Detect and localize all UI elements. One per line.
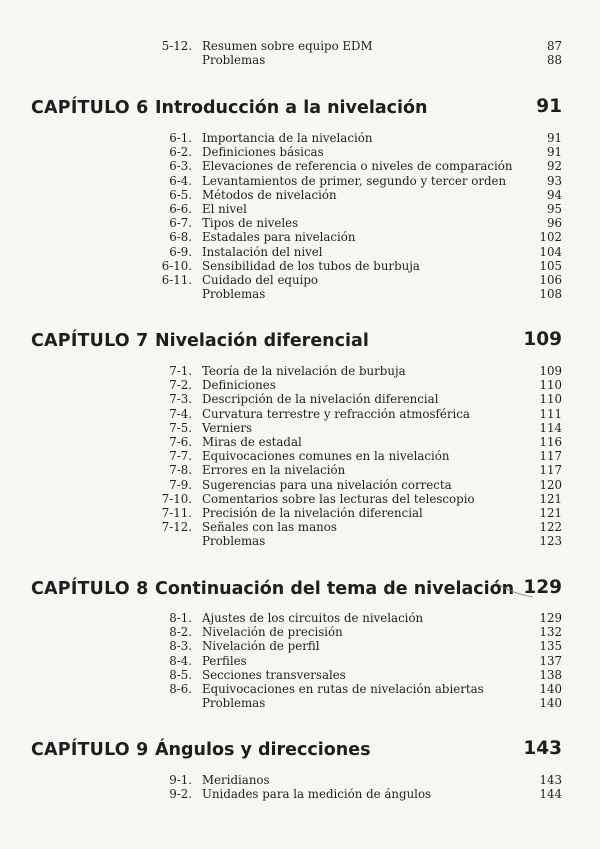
entry-page: 120 — [539, 477, 562, 492]
toc-entry[interactable] — [0, 654, 600, 668]
entry-page: 95 — [546, 201, 562, 216]
pencil-mark-icon — [495, 580, 535, 600]
entry-number: 7-1. — [169, 364, 192, 378]
toc-entry[interactable] — [0, 506, 600, 520]
entry-title: Elevaciones de referencia o niveles de comparación — [202, 159, 513, 174]
entry-page: 110 — [539, 378, 562, 393]
entry-page: 140 — [539, 696, 562, 711]
chapter-entry-list — [0, 773, 600, 801]
chapter-page: 91 — [536, 96, 562, 117]
toc-entry[interactable] — [0, 625, 600, 639]
entry-page: 132 — [539, 625, 562, 640]
toc-entry[interactable] — [0, 407, 600, 421]
entry-number: 6-6. — [169, 201, 192, 216]
toc-entry[interactable] — [0, 202, 600, 216]
entry-page: 117 — [539, 449, 562, 464]
chapter-heading[interactable] — [0, 738, 600, 766]
toc-entry[interactable] — [0, 421, 600, 435]
entry-title: Importancia de la nivelación — [202, 131, 373, 145]
entry-title: Nivelación de perfil — [202, 639, 320, 654]
entry-number: 7-11. — [161, 505, 192, 520]
entry-title: Verniers — [202, 420, 253, 435]
entry-number: 7-9. — [169, 477, 192, 492]
entry-page: 104 — [539, 244, 562, 259]
entry-title: Instalación del nivel — [202, 244, 323, 259]
entry-number: 6-3. — [169, 159, 192, 174]
toc-entry[interactable] — [0, 787, 600, 801]
toc-entry[interactable] — [0, 174, 600, 188]
entry-number: 7-5. — [169, 420, 192, 435]
entry-title: Levantamientos de primer, segundo y tercer orden — [202, 173, 507, 188]
chapter-page: 143 — [523, 738, 562, 759]
entry-title: Errores en la nivelación — [202, 463, 346, 478]
entry-title: Equivocaciones en rutas de nivelación abiertas — [202, 681, 484, 696]
toc-entry[interactable] — [0, 639, 600, 653]
chapter-label: CAPÍTULO 7 — [31, 331, 149, 351]
entry-title: Ajustes de los circuitos de nivelación — [202, 611, 424, 625]
entry-number: 7-8. — [169, 463, 192, 478]
entry-title: Secciones transversales — [202, 667, 346, 682]
entry-page: 137 — [539, 653, 562, 668]
toc-entry[interactable] — [0, 534, 600, 548]
entry-page: 92 — [546, 159, 562, 174]
entry-page: 121 — [539, 505, 562, 520]
entry-number: 5-12. — [161, 39, 192, 53]
entry-title: Unidades para la medición de ángulos — [202, 787, 432, 802]
entry-number: 7-7. — [169, 449, 192, 464]
entry-page: 91 — [546, 131, 562, 145]
entry-page: 144 — [539, 787, 562, 802]
entry-page: 94 — [546, 187, 562, 202]
entry-number: 6-4. — [169, 173, 192, 188]
toc-entry[interactable] — [0, 364, 600, 378]
chapter-page: 109 — [523, 329, 562, 350]
toc-entry[interactable] — [0, 159, 600, 173]
entry-title: Problemas — [202, 534, 266, 549]
entry-number: 6-11. — [161, 272, 192, 287]
entry-page: 140 — [539, 681, 562, 696]
entry-page: 111 — [539, 406, 562, 421]
toc-entry[interactable] — [0, 478, 600, 492]
chapter-title: Nivelación diferencial — [155, 331, 369, 351]
entry-title: Nivelación de precisión — [202, 625, 343, 640]
entry-number: 6-9. — [169, 244, 192, 259]
entry-title: El nivel — [202, 201, 247, 216]
toc-entry[interactable] — [0, 131, 600, 145]
entry-page: 138 — [539, 667, 562, 682]
entry-page: 117 — [539, 463, 562, 478]
entry-title: Problemas — [202, 696, 266, 711]
toc-entry[interactable] — [0, 611, 600, 625]
entry-number: 8-1. — [169, 611, 192, 625]
chapter-heading[interactable] — [0, 96, 600, 124]
entry-title: Definiciones básicas — [202, 145, 324, 160]
chapter-entry-list — [0, 611, 600, 710]
toc-entry[interactable] — [0, 53, 600, 67]
entry-number: 6-1. — [169, 131, 192, 145]
entry-page: 105 — [539, 258, 562, 273]
entry-title: Señales con las manos — [202, 520, 337, 535]
entry-title: Tipos de niveles — [202, 216, 299, 231]
entry-title: Problemas — [202, 287, 266, 302]
toc-entry[interactable] — [0, 216, 600, 230]
toc-entry[interactable] — [0, 39, 600, 53]
chapter-title: Introducción a la nivelación — [155, 98, 428, 118]
chapter-page: 129 — [523, 577, 562, 598]
toc-entry[interactable] — [0, 230, 600, 244]
toc-entry[interactable] — [0, 392, 600, 406]
chapter-heading[interactable] — [0, 329, 600, 357]
intro-entry-list — [0, 39, 600, 67]
entry-page: 129 — [539, 611, 562, 625]
entry-page: 88 — [546, 53, 562, 68]
entry-number: 6-7. — [169, 216, 192, 231]
entry-number: 9-2. — [169, 787, 192, 802]
entry-title: Sensibilidad de los tubos de burbuja — [202, 258, 420, 273]
entry-number: 6-2. — [169, 145, 192, 160]
entry-title: Cuidado del equipo — [202, 272, 318, 287]
entry-page: 121 — [539, 491, 562, 506]
entry-title: Sugerencias para una nivelación correcta — [202, 477, 452, 492]
entry-number: 8-2. — [169, 625, 192, 640]
entry-number: 7-12. — [161, 520, 192, 535]
toc-entry[interactable] — [0, 145, 600, 159]
entry-title: Definiciones — [202, 378, 276, 393]
chapter-label: CAPÍTULO 9 — [31, 740, 149, 760]
entry-title: Precisión de la nivelación diferencial — [202, 505, 423, 520]
chapter-label: CAPÍTULO 8 — [31, 579, 149, 599]
entry-title: Problemas — [202, 53, 266, 68]
toc-entry[interactable] — [0, 287, 600, 301]
entry-title: Teoría de la nivelación de burbuja — [202, 364, 406, 378]
entry-page: 122 — [539, 520, 562, 535]
entry-number: 8-3. — [169, 639, 192, 654]
entry-page: 114 — [539, 420, 562, 435]
entry-page: 109 — [539, 364, 562, 378]
entry-number: 7-3. — [169, 392, 192, 407]
entry-title: Curvatura terrestre y refracción atmosférica — [202, 406, 470, 421]
toc-entry[interactable] — [0, 682, 600, 696]
entry-page: 91 — [546, 145, 562, 160]
entry-page: 106 — [539, 272, 562, 287]
toc-entry[interactable] — [0, 696, 600, 710]
entry-page: 102 — [539, 230, 562, 245]
toc-entry[interactable] — [0, 520, 600, 534]
chapter-title: Ángulos y direcciones — [155, 740, 371, 760]
entry-number: 6-8. — [169, 230, 192, 245]
toc-entry[interactable] — [0, 773, 600, 787]
toc-entry[interactable] — [0, 492, 600, 506]
entry-page: 135 — [539, 639, 562, 654]
entry-title: Descripción de la nivelación diferencial — [202, 392, 439, 407]
entry-number: 8-6. — [169, 681, 192, 696]
entry-title: Miras de estadal — [202, 434, 302, 449]
chapter-entry-list — [0, 131, 600, 301]
entry-title: Perfiles — [202, 653, 247, 668]
entry-page: 96 — [546, 216, 562, 231]
entry-page: 123 — [539, 534, 562, 549]
toc-entry[interactable] — [0, 259, 600, 273]
entry-title: Estadales para nivelación — [202, 230, 356, 245]
chapter-title: Continuación del tema de nivelación — [155, 579, 515, 599]
toc-entry[interactable] — [0, 188, 600, 202]
entry-title: Meridianos — [202, 773, 270, 787]
entry-number: 7-2. — [169, 378, 192, 393]
entry-number: 7-10. — [161, 491, 192, 506]
entry-number: 8-5. — [169, 667, 192, 682]
toc-entry[interactable] — [0, 463, 600, 477]
entry-number: 6-10. — [161, 258, 192, 273]
entry-number: 9-1. — [169, 773, 192, 787]
toc-entry[interactable] — [0, 273, 600, 287]
entry-title: Métodos de nivelación — [202, 187, 337, 202]
chapter-label: CAPÍTULO 6 — [31, 98, 149, 118]
entry-number: 8-4. — [169, 653, 192, 668]
entry-number: 6-5. — [169, 187, 192, 202]
chapter-entry-list — [0, 364, 600, 548]
entry-number: 7-6. — [169, 434, 192, 449]
toc-entry[interactable] — [0, 449, 600, 463]
toc-entry[interactable] — [0, 378, 600, 392]
entry-title: Comentarios sobre las lecturas del telescopio — [202, 491, 475, 506]
entry-page: 108 — [539, 287, 562, 302]
entry-page: 110 — [539, 392, 562, 407]
toc-entry[interactable] — [0, 245, 600, 259]
entry-title: Resumen sobre equipo EDM — [202, 39, 373, 53]
entry-number: 7-4. — [169, 406, 192, 421]
entry-page: 93 — [546, 173, 562, 188]
toc-entry[interactable] — [0, 668, 600, 682]
toc-entry[interactable] — [0, 435, 600, 449]
entry-page: 143 — [539, 773, 562, 787]
entry-page: 116 — [539, 434, 562, 449]
entry-page: 87 — [546, 39, 562, 53]
entry-title: Equivocaciones comunes en la nivelación — [202, 449, 450, 464]
